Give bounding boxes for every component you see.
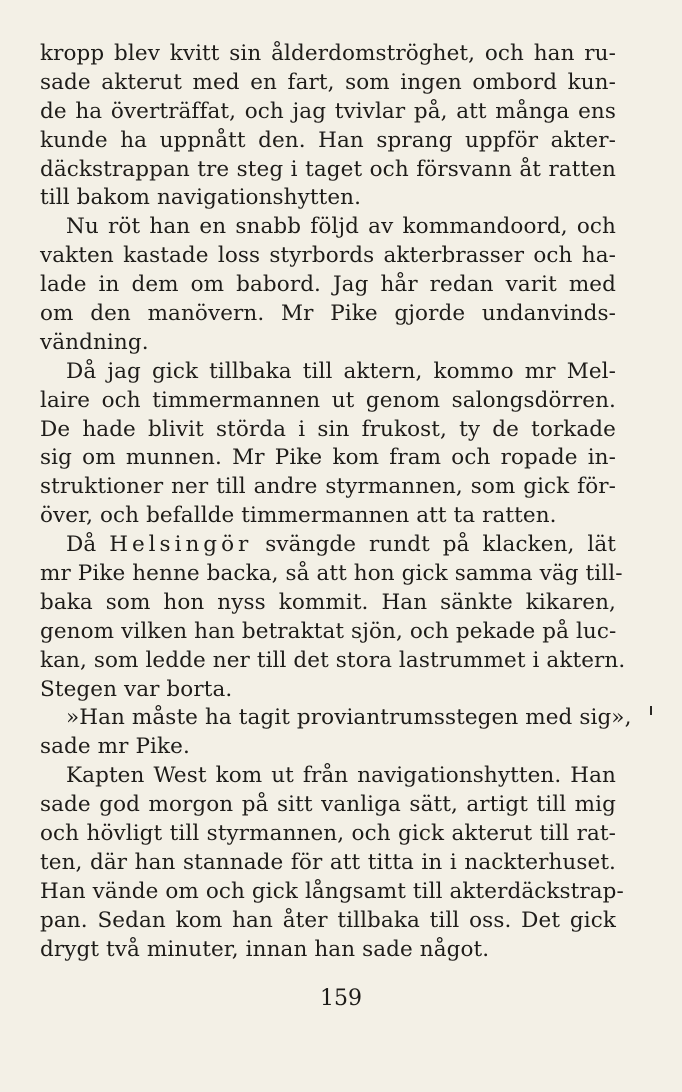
text-line: baka som hon nyss kommit. Han sänkte kikaren, [40, 589, 616, 615]
book-page-text [40, 40, 632, 965]
text-line: kunde ha uppnått den. Han sprang uppför akter- [40, 127, 616, 153]
text-line: Kapten West kom ut från navigationshytten. Han [66, 763, 616, 789]
paragraph-1 [40, 40, 616, 213]
text-line: sig om munnen. Mr Pike kom fram och ropade in- [40, 445, 616, 471]
text-line: vändning. [40, 329, 149, 355]
text-line: och hövligt till styrmannen, och gick akterut till rat- [40, 821, 616, 847]
line-remainder: svängde rundt på klacken, lät [265, 532, 617, 558]
text-line: till bakom navigationshytten. [40, 185, 362, 211]
text-line: lade in dem om babord. Jag hår redan varit med [40, 272, 616, 298]
text-line: genom vilken han betraktat sjön, och pekade på luc- [40, 618, 617, 644]
text-line: pan. Sedan kom han åter tillbaka till oss. Det gick [40, 907, 616, 933]
text-line: De hade blivit störda i sin frukost, ty de torkade [40, 416, 616, 442]
text-line: däckstrappan tre steg i taget och försvann åt ratten [40, 156, 616, 182]
ship-name: Helsingör [109, 532, 253, 558]
text-line: sade mr Pike. [40, 734, 190, 760]
paragraph-2 [40, 213, 616, 357]
text-line: sade akterut med en fart, som ingen ombord kun- [40, 69, 616, 95]
text-line: drygt två minuter, innan han sade något. [40, 936, 490, 962]
text-line: ten, där han stannade för att titta in i nackterhuset. [40, 849, 616, 875]
text-line [40, 531, 616, 560]
text-line: Stegen var borta. [40, 676, 233, 702]
text-line: kan, som ledde ner till det stora lastrummet i aktern. [40, 647, 626, 673]
text-line: sade god morgon på sitt vanliga sätt, artigt till mig [40, 792, 616, 818]
text-line: om den manövern. Mr Pike gjorde undanvinds- [40, 301, 616, 327]
text-line: Då jag gick tillbaka till aktern, kommo mr Mel- [66, 358, 616, 384]
text-line: de ha överträffat, och jag tvivlar på, att många ens [40, 98, 616, 124]
text-line: kropp blev kvitt sin ålderdomströghet, och han ru- [40, 41, 616, 66]
text-line: vakten kastade loss styrbords akterbrasser och ha- [40, 243, 616, 269]
text-line: Nu röt han en snabb följd av kommandoord, och [66, 214, 616, 240]
print-mark [650, 706, 652, 715]
text-line: »Han måste ha tagit proviantrumsstegen med sig», [66, 705, 632, 731]
paragraph-5 [40, 704, 632, 762]
text-line: mr Pike henne backa, så att hon gick samma väg till- [40, 561, 623, 587]
text-line: Han vände om och gick långsamt till akterdäckstrap- [40, 878, 624, 904]
paragraph-4 [40, 531, 626, 704]
paragraph-6 [40, 762, 624, 964]
page-number: 159 [320, 986, 362, 1011]
text-line: laire och timmermannen ut genom salongsdörren. [40, 387, 616, 413]
text-line: struktioner ner till andre styrmannen, som gick för- [40, 474, 616, 500]
text-line: över, och befallde timmermannen att ta ratten. [40, 503, 557, 529]
paragraph-3 [40, 358, 616, 531]
line-lead-word: Då [66, 532, 97, 558]
